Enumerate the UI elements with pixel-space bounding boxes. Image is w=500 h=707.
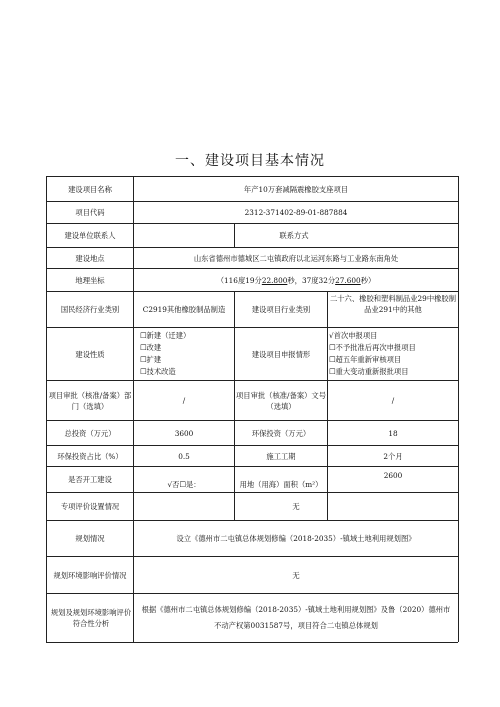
option-major-change: ☐重大变动重新报批项目 xyxy=(329,367,409,376)
label-declaration-type: 建设项目申报情形 xyxy=(251,349,311,359)
coord-seconds-2: 27.600 xyxy=(335,275,361,285)
label-env-investment: 环保投资（万元） xyxy=(251,428,311,438)
value-planning-eia: 无 xyxy=(292,570,300,580)
label-compliance-analysis: 规划及规划环境影响评价符合性分析 xyxy=(50,608,132,628)
section-title: 一、建设项目基本情况 xyxy=(175,153,325,169)
value-industry-category: C2919其他橡胶制品制造 xyxy=(142,305,226,314)
value-location: 山东省德州市德城区二屯镇政府以北运河东路与工业路东南角处 xyxy=(193,253,399,263)
coord-middle: 秒，37度32分 xyxy=(287,275,336,285)
option-expand: ☐扩建 xyxy=(140,355,162,364)
label-project-industry: 建设项目行业类别 xyxy=(251,305,311,314)
value-approval-dept: / xyxy=(182,396,186,405)
value-env-ratio: 0.5 xyxy=(178,451,190,461)
label-project-code: 项目代码 xyxy=(75,208,105,217)
table-border xyxy=(458,176,459,642)
value-construction-period: 2个月 xyxy=(383,451,403,461)
option-redeclaration: ☐不予批准后再次申报项目 xyxy=(329,343,416,352)
value-planning: 设立《德州市二屯镇总体规划修编（2018-2035）-镇域土地利用规划图》 xyxy=(176,534,416,543)
coord-seconds-1: 22.800 xyxy=(261,275,288,285)
value-project-name: 年产10万套减隔震橡胶支座项目 xyxy=(243,184,349,194)
table-border xyxy=(46,642,458,643)
value-env-investment: 18 xyxy=(388,428,398,438)
label-industry-category: 国民经济行业类别 xyxy=(60,305,120,314)
label-construction-period: 施工工期 xyxy=(266,451,296,461)
label-started: 是否开工建设 xyxy=(68,475,112,484)
label-construction-nature: 建设性质 xyxy=(75,349,105,359)
label-env-ratio: 环保投资占比（%） xyxy=(57,451,123,461)
label-planning-eia: 规划环境影响评价情况 xyxy=(53,570,127,580)
value-total-investment: 3600 xyxy=(174,428,194,438)
label-location: 建设地点 xyxy=(75,253,105,263)
option-first-declaration: √首次申报项目 xyxy=(329,331,378,340)
label-project-name: 建设项目名称 xyxy=(68,184,112,194)
value-land-area: 2600 xyxy=(383,470,403,480)
option-new-build: ☐新建（迁建） xyxy=(140,331,191,340)
value-compliance-analysis: 根据《德州市二屯镇总体规划修编（2018-2035）-镇域土地利用规划图》及鲁（2020）德州市不动产权第0031587号，项目符合二屯镇总体规划 xyxy=(141,605,451,630)
coord-prefix: （116度19分 xyxy=(216,275,262,285)
option-rebuild: ☐改建 xyxy=(140,343,162,352)
label-coordinates: 地理坐标 xyxy=(75,275,105,285)
coord-suffix: 秒） xyxy=(360,275,376,285)
label-contact-info: 联系方式 xyxy=(279,231,309,240)
label-approval-number: 项目审批（核准/备案）文号（选填） xyxy=(235,390,327,411)
value-special-assessment: 无 xyxy=(292,502,300,511)
value-approval-number: / xyxy=(391,396,395,405)
label-contact-person: 建设单位联系人 xyxy=(64,231,116,240)
label-land-area: 用地（用海）面积（m²） xyxy=(239,479,323,489)
option-tech-upgrade: ☐技术改造 xyxy=(140,367,176,376)
value-project-industry: 二十六、橡胶和塑料制品业29中橡胶制品业291中的其他 xyxy=(329,294,457,314)
option-over-five-years: ☐超五年重新审核项目 xyxy=(329,355,402,364)
value-started: √否☐是： xyxy=(167,479,201,489)
value-project-code: 2312-371402-89-01-887884 xyxy=(244,208,348,217)
label-special-assessment: 专项评价设置情况 xyxy=(60,502,120,511)
label-approval-dept: 项目审批（核准/备案）部门（选填） xyxy=(48,390,132,411)
value-coordinates xyxy=(134,269,458,291)
label-total-investment: 总投资（万元） xyxy=(64,428,116,438)
label-planning: 规划情况 xyxy=(75,534,105,543)
